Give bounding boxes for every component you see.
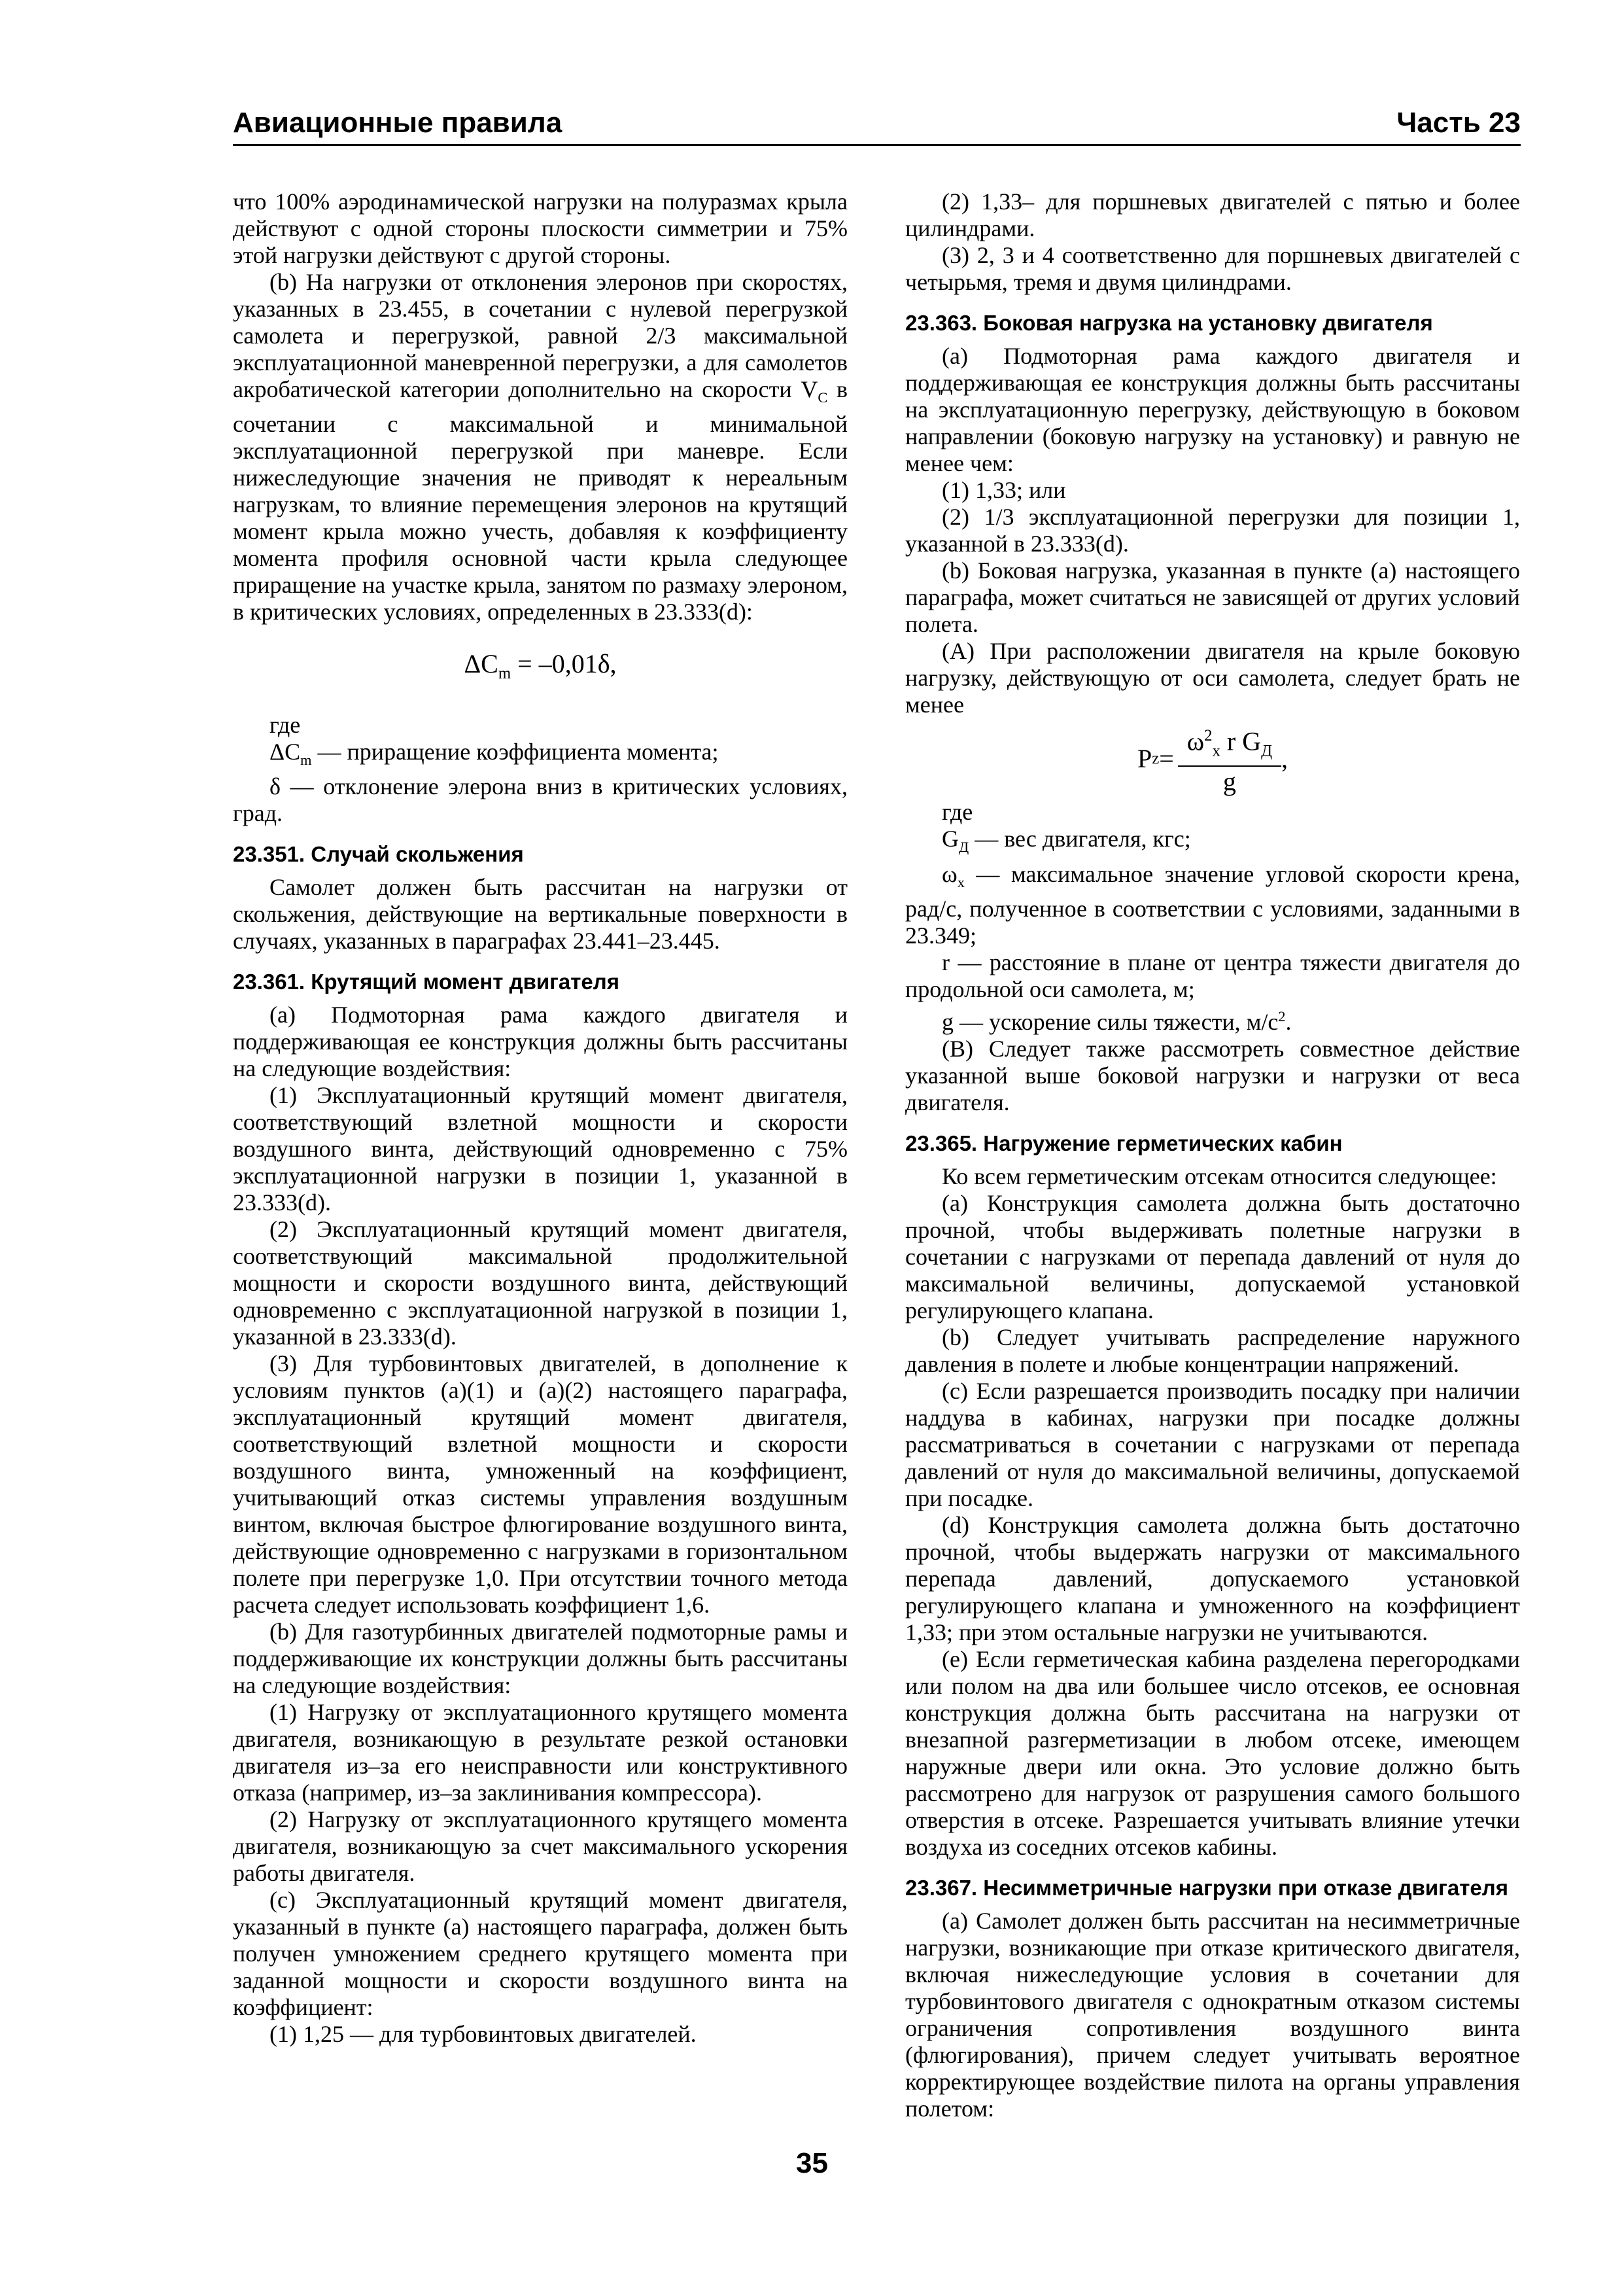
paragraph: (2) Эксплуатационный крутящий момент двигателя, соответствующий максимальной продолжительной мощности и скорости воздушного винта, действующий одновременно с эксплуатационной нагрузкой в позиции 1, указанной в 23.333(d). — [233, 1216, 848, 1350]
definition: δ — отклонение элерона вниз в критических условиях, град. — [233, 773, 848, 827]
paragraph: (3) Для турбовинтовых двигателей, в дополнение к условиям пунктов (а)(1) и (а)(2) настоящего параграфа, эксплуатационный крутящий момент двигателя, соответствующий взлетной мощности и скорости воздушного винта, умноженный на коэффициент, учитывающий отказ системы управления воздушным винтом, включая быстрое флюгирование воздушного винта, действующие одновременно с нагрузками в горизонтальном полете при перегрузке 1,0. При отсутствии точного метода расчета следует использовать коэффициент 1,6. — [233, 1350, 848, 1619]
paragraph: (b) Боковая нагрузка, указанная в пункте (а) настоящего параграфа, может считаться не зависящей от других условий полета. — [905, 557, 1520, 637]
paragraph: (а) Конструкция самолета должна быть достаточно прочной, чтобы выдерживать полетные нагрузки в сочетании с нагрузками от перепада давлений от нуля до максимальной величины, допускаемой установкой регулирующего клапана. — [905, 1189, 1520, 1323]
definition: $\Delta C_m$ — приращение коэффициента момента; — [269, 739, 719, 769]
running-header-part: Часть 23 — [1396, 107, 1521, 139]
paragraph: Самолет должен быть рассчитан на нагрузки от скольжения, действующие на вертикальные поверхности в случаях, указанных в параграфах 23.441–23.445. — [233, 874, 848, 955]
definition: $G_Д$ — вес двигателя, кгс; — [942, 826, 1191, 856]
paragraph: (3) 2, 3 и 4 соответственно для поршневых двигателей с четырьмя, тремя и двумя цилиндрами. — [905, 242, 1520, 295]
section-heading-23-363: 23.363. Боковая нагрузка на установку двигателя — [905, 311, 1433, 335]
paragraph: (b) Для газотурбинных двигателей подмоторные рамы и поддерживающие их конструкции должны быть рассчитаны на следующие воздействия: — [233, 1619, 848, 1699]
paragraph: (2) 1/3 эксплуатационной перегрузки для позиции 1, указанной в 23.333(d). — [905, 504, 1520, 557]
paragraph: (d) Конструкция самолета должна быть достаточно прочной, чтобы выдержать нагрузки от максимального перепада давлений, допускаемого установкой регулирующего клапана и умноженного на коэффициент 1,33; при этом остальные нагрузки не учитываются. — [905, 1511, 1520, 1645]
paragraph: (2) 1,33– для поршневых двигателей с пятью и более цилиндрами. — [905, 188, 1520, 241]
paragraph: (а) Самолет должен быть рассчитан на несимметричные нагрузки, возникающие при отказе критического двигателя, включая нижеследующие условия в сочетании для турбовинтового двигателя с однократным отказом системы ограничения сопротивления воздушного винта (флюгирования), причем следует учитывать вероятное корректирующее воздействие пилота на органы управления полетом: — [905, 1907, 1520, 2122]
paragraph: что 100% аэродинамической нагрузки на полуразмах крыла действуют с одной стороны плоскости симметрии и 75% этой нагрузки действуют с другой стороны. — [233, 188, 848, 268]
paragraph: (А) При расположении двигателя на крыле боковую нагрузку, действующую от оси самолета, следует брать не менее — [905, 638, 1520, 718]
formula-delta-cm: $\Delta C_m = -0,01\delta$, — [464, 649, 617, 683]
running-header-title: Авиационные правила — [233, 107, 562, 139]
paragraph: (2) Нагрузку от эксплуатационного крутящего момента двигателя, возникающую за счет максимального ускорения работы двигателя. — [233, 1806, 848, 1887]
paragraph: (1) Нагрузку от эксплуатационного крутящего момента двигателя, возникающую в результате резкой остановки двигателя из–за его неисправности или конструктивного отказа (например, из–за заклинивания компрессора). — [233, 1699, 848, 1806]
paragraph: (1) 1,25 — для турбовинтовых двигателей. — [269, 2021, 697, 2048]
where-label: где — [942, 799, 973, 826]
section-heading-23-361: 23.361. Крутящий момент двигателя — [233, 970, 619, 994]
paragraph: (В) Следует также рассмотреть совместное действие указанной выше боковой нагрузки и нагрузки от веса двигателя. — [905, 1035, 1520, 1115]
paragraph: (b) Следует учитывать распределение наружного давления в полете и любые концентрации напряжений. — [905, 1323, 1520, 1377]
formula-pz: P z = $\frac{\omega^2_x r G_Д}{g}$ , — [905, 722, 1520, 795]
fraction: $\frac{\omega^2_x r G_Д}{g}$ — [1178, 722, 1281, 795]
paragraph: (е) Если герметическая кабина разделена перегородками или полом на два или большее число отсеков, ее основная конструкция должна быть рассчитана на нагрузки от внезапной разгерметизации в любом отсеке, имеющем наружные двери или окна. Это условие должно быть рассмотрено для нагрузок от разрушения самого большого отверстия в отсеке. Разрешается учитывать влияние утечки воздуха из соседних отсеков кабины. — [905, 1645, 1520, 1860]
paragraph: (1) 1,33; или — [942, 477, 1066, 503]
where-label: где — [269, 712, 301, 739]
header-rule — [233, 144, 1521, 146]
section-heading-23-351: 23.351. Случай скольжения — [233, 842, 524, 867]
right-column — [905, 188, 1520, 2122]
paragraph: Ко всем герметическим отсекам относится следующее: — [942, 1163, 1497, 1189]
section-heading-23-365: 23.365. Нагружение герметических кабин — [905, 1130, 1343, 1155]
paragraph: (с) Эксплуатационный крутящий момент двигателя, указанный в пункте (а) настоящего параграфа, должен быть получен умножением среднего крутящего момента при заданной мощности и скорости воздушного винта на коэффициент: — [233, 1887, 848, 2021]
paragraph: (b) На нагрузки от отклонения элеронов при скоростях, указанных в 23.455, в сочетании с нулевой перегрузкой самолета и перегрузкой, равной 2/3 максимальной эксплуатационной маневренной перегрузки, а для самолетов акробатической категории дополнительно на скорости $V_C$ в сочетании с максимальной и минимальной эксплуатационной перегрузкой при маневре. Если нижеследующие значения не приводят к нереальным нагрузкам, то влияние перемещения элеронов на крутящий момент крыла можно учесть, добавляя к коэффициенту момента профиля основной части крыла следующее приращение на участке крыла, занятом по размаху элероном, в критических условиях, определенных в 23.333(d): — [233, 269, 848, 625]
page-number: 35 — [796, 2147, 828, 2179]
definition: $\omega_x$ — максимальное значение угловой скорости крена, рад/с, полученное в соответствии с условиями, заданными в 23.349; — [905, 860, 1520, 949]
paragraph: (а) Подмоторная рама каждого двигателя и поддерживающая ее конструкция должны быть рассчитаны на следующие воздействия: — [233, 1002, 848, 1082]
definition: r — расстояние в плане от центра тяжести двигателя до продольной оси самолета, м; — [905, 949, 1520, 1002]
left-column — [233, 188, 848, 2048]
paragraph: (1) Эксплуатационный крутящий момент двигателя, соответствующий взлетной мощности и скорости воздушного винта, действующий одновременно с 75% эксплуатационной нагрузки в позиции 1, указанной в 23.333(d). — [233, 1082, 848, 1216]
section-heading-23-367: 23.367. Несимметричные нагрузки при отказе двигателя — [905, 1875, 1509, 1900]
definition: g — ускорение силы тяжести, $м/с^2$. — [942, 1007, 1292, 1035]
paragraph: (а) Подмоторная рама каждого двигателя и поддерживающая ее конструкция должны быть рассчитаны на эксплуатационную перегрузку, действующую в боковом направлении (боковую нагрузку на установку) и равную не менее чем: — [905, 343, 1520, 476]
paragraph: (с) Если разрешается производить посадку при наличии наддува в кабинах, нагрузки при посадке должны рассматриваться в сочетании с нагрузками от перепада давлений от нуля до максимальной величины, допускаемой при посадке. — [905, 1377, 1520, 1511]
